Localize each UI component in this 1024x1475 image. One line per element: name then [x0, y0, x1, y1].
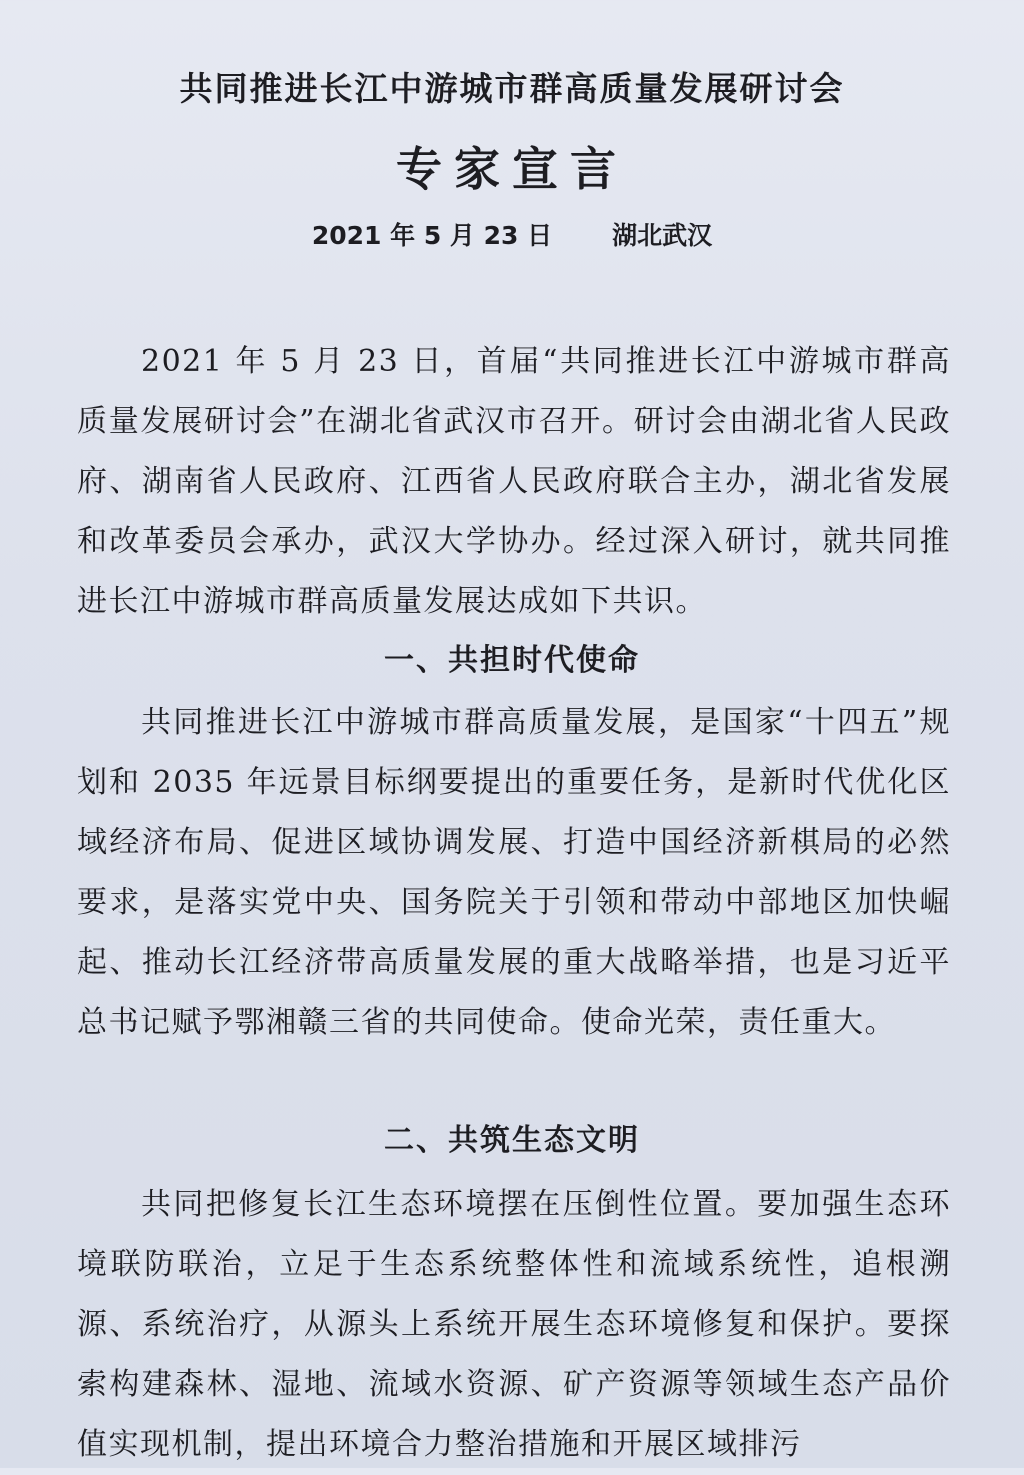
- document-meta: [0, 218, 1024, 254]
- section-body-2: 共同把修复长江生态环境摆在压倒性位置。要加强生态环境联防联治，立足于生态系统整体性和流域系统性，追根溯源、系统治疗，从源头上系统开展生态环境修复和保护。要探索构建森林、湿地、流域水资源、矿产资源等领域生态产品价值实现机制，提出环境合力整治措施和开展区域排污: [77, 1187, 951, 1462]
- section-body-1: 共同推进长江中游城市群高质量发展，是国家“十四五”规划和 2035 年远景目标纲要提出的重要任务，是新时代优化区域经济布局、促进区域协调发展、打造中国经济新棋局的必然要求，是落实党中央、国务院关于引领和带动中部地区加快崛起、推动长江经济带高质量发展的重大战略举措，也是习近平总书记赋予鄂湘赣三省的共同使命。使命光荣，责任重大。: [77, 705, 951, 1040]
- document-title: 共同推进长江中游城市群高质量发展研讨会: [179, 69, 845, 108]
- document-date: 2021 年 5 月 23 日: [311, 221, 553, 250]
- intro-paragraph: 2021 年 5 月 23 日，首届“共同推进长江中游城市群高质量发展研讨会”在湖北省武汉市召开。研讨会由湖北省人民政府、湖南省人民政府、江西省人民政府联合主办，湖北省发展和改革委员会承办，武汉大学协办。经过深入研讨，就共同推进长江中游城市群高质量发展达成如下共识。: [77, 344, 951, 619]
- section-heading-2: 二、共筑生态文明: [384, 1123, 640, 1158]
- section-heading-1: 一、共担时代使命: [384, 643, 640, 678]
- document-subtitle: 专家宣言: [396, 142, 628, 196]
- document-location: 湖北武汉: [612, 221, 713, 250]
